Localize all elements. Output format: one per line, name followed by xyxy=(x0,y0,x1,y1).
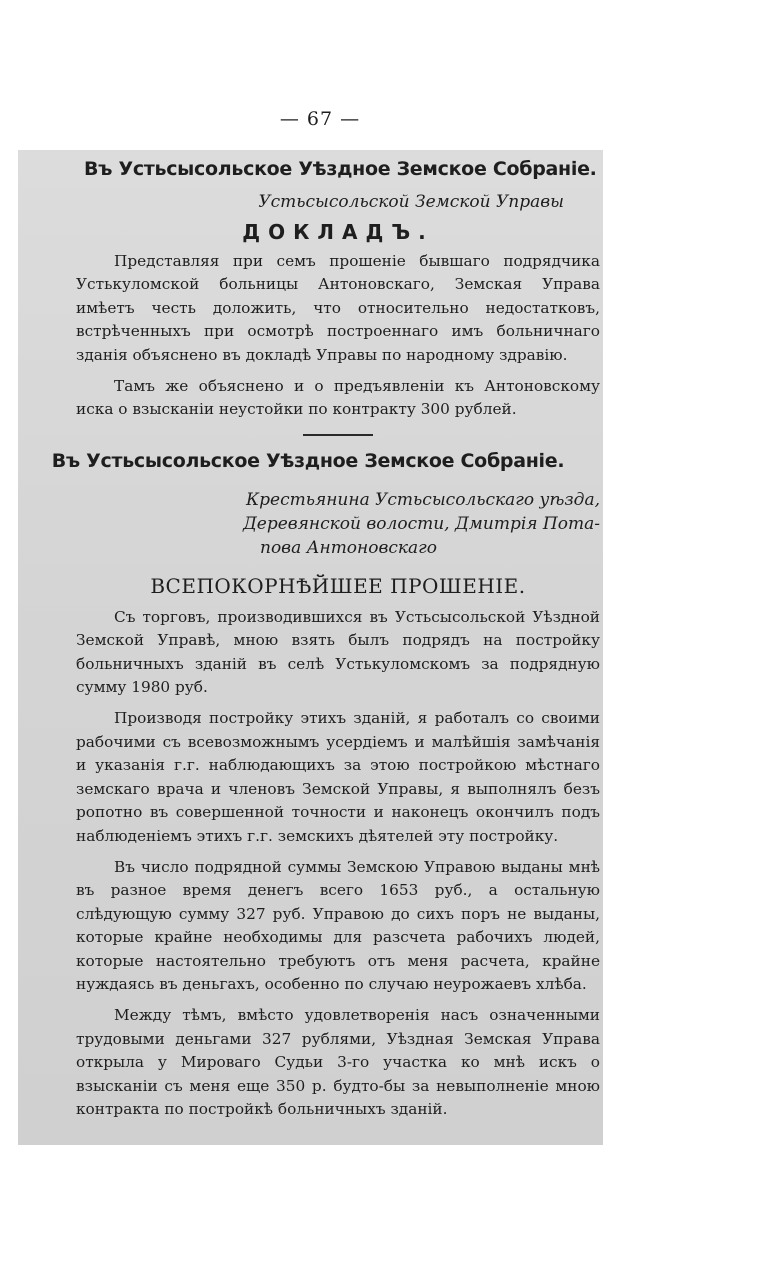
petition-title: ВСЕПОКОРНѢЙШЕЕ ПРОШЕНІЕ. xyxy=(150,573,526,598)
petitioner-line-2: Деревянской волости, Дмитрія Пота- xyxy=(242,513,600,534)
report-paragraph-2: Тамъ же объяснено и о предъявленіи къ Антоновскому иска о взысканіи неустойки по контракту 300 рублей. xyxy=(76,377,600,419)
petition-paragraph-3: Въ число подрядной суммы Земскою Управою выданы мнѣ въ разное время денегъ всего 1653 руб., а остальную слѣдующую сумму 327 руб. Управою до сихъ поръ не выданы, которые крайне необходимы для разсчета рабочихъ людей, которые настоятельно требуютъ отъ меня расчета, крайне нуждаясь въ деньгахъ, особенно по случаю неурожаевъ хлѣба. xyxy=(76,857,600,993)
petitioner-line-3: пова Антоновскаго xyxy=(260,537,438,558)
report-author-line: Устьсысольской Земской Управы xyxy=(258,192,564,212)
petitioner-line-1: Крестьянина Устьсысольскаго уѣзда, xyxy=(245,489,600,510)
addressee-heading-report: Въ Устьсысольское Уѣздное Земское Собраніе. xyxy=(84,158,597,180)
petition-paragraph-4: Между тѣмъ, вмѣсто удовлетворенія насъ означенными трудовыми деньгами 327 рублями, Уѣздная Земская Управа открыла у Мироваго Судьи 3-го участка ко мнѣ искъ о взысканіи съ меня еще 350 р. будто-бы за невыполненіе мною контракта по постройкѣ больничныхъ зданій. xyxy=(76,1006,600,1118)
report-paragraph-1: Представляя при семъ прошеніе бывшаго подрядчика Устькуломской больницы Антоновскаго, Земская Управа имѣетъ честь доложить, что относительно недостатковъ, встрѣченныхъ при осмотрѣ построеннаго имъ больничнаго зданія объяснено въ докладѣ Управы по народному здравію. xyxy=(76,252,600,364)
petitioner-block xyxy=(76,488,600,560)
addressee-heading-petition: Въ Устьсысольское Уѣздное Земское Собраніе. xyxy=(51,449,565,472)
section-divider xyxy=(303,434,373,436)
petition-paragraph-1: Съ торговъ, производившихся въ Устьсысольской Уѣздной Земской Управѣ, мною взять былъ подрядъ на постройку больничныхъ зданій въ селѣ Устькуломскомъ за подрядную сумму 1980 руб. xyxy=(76,607,600,697)
document-content xyxy=(51,158,600,1121)
page-number: — 67 — xyxy=(279,108,361,130)
report-title: ДОКЛАДЪ. xyxy=(242,220,434,244)
petition-paragraph-2: Производя постройку этихъ зданій, я работалъ со своими рабочими съ всевозможнымъ усердіемъ и малѣйшія замѣчанія и указанія г.г. наблюдающихъ за этою постройкою мѣстнаго земскаго врача и членовъ Земской Управы, я выполнялъ безъ ропотно въ совершенной точности и наконецъ окончилъ подъ наблюденіемъ этихъ г.г. земскихъ дѣятелей эту постройку. xyxy=(76,709,600,845)
